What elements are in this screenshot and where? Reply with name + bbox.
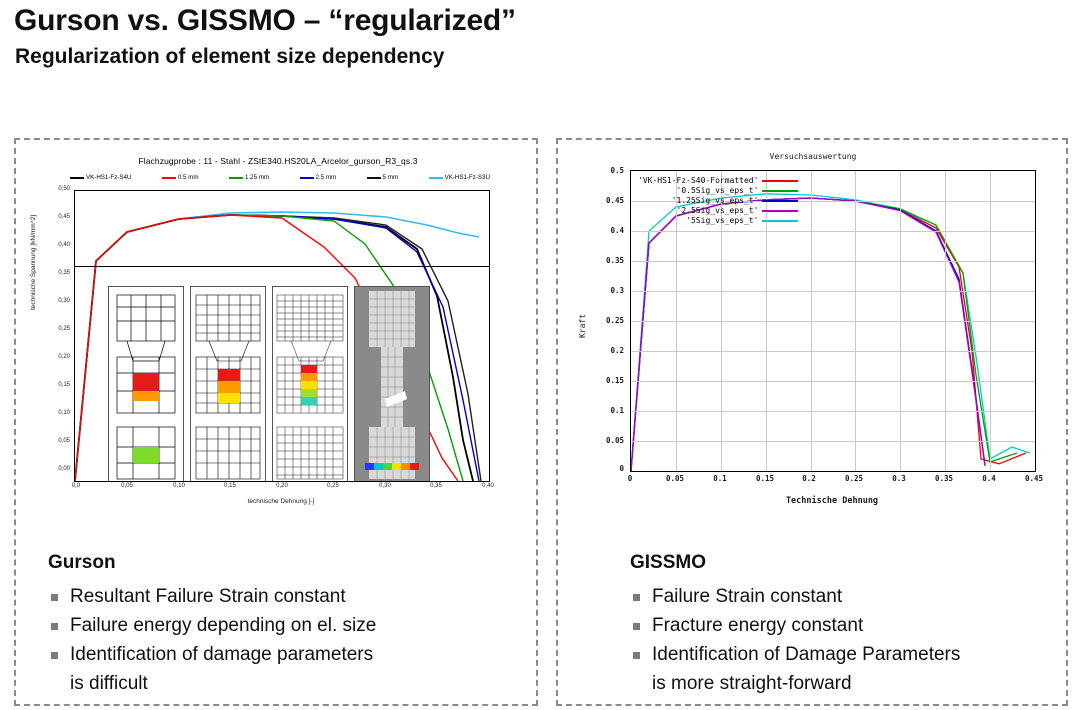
legend-item (638, 196, 798, 206)
y-tick-label: 0,45 (58, 214, 70, 220)
list-item-continuation: is difficult (70, 673, 148, 694)
list-item-continuation: is more straight-forward (652, 673, 852, 694)
y-tick-label: 0,00 (58, 466, 70, 472)
y-tick-label: 0.45 (605, 196, 624, 205)
legend-swatch-icon (162, 177, 176, 179)
chart-gurson-title: Flachzugprobe : 11 - Stahl - ZStE340.HS20LA_Arcelor_gurson_R3_qs.3 (138, 156, 418, 166)
y-tick-label: 0,05 (58, 438, 70, 444)
y-tick-label: 0.15 (605, 376, 624, 385)
list-item: Identification of Damage Parameters (630, 640, 1060, 669)
legend-item (638, 176, 798, 186)
y-tick-label: 0,35 (58, 270, 70, 276)
legend-label: VK-HS1-Fz-S4U (86, 174, 132, 181)
legend-label: '5Sig_vs_eps_t' (686, 216, 759, 225)
chart-gurson (32, 150, 524, 520)
mesh-thumbnail-5mm (354, 286, 430, 482)
gurson-bullet-list (48, 582, 518, 698)
y-tick-label: 0.2 (610, 346, 624, 355)
x-tick-label: 0,25 (327, 483, 339, 489)
y-tick-label: 0,20 (58, 354, 70, 360)
legend-item (638, 206, 798, 216)
gissmo-heading: GISSMO (630, 552, 707, 573)
y-tick-label: 0,30 (58, 298, 70, 304)
x-tick-label: 0.2 (802, 474, 816, 483)
legend-item (162, 174, 199, 181)
x-tick-label: 0.3 (892, 474, 906, 483)
legend-label: 'VK-HS1-Fz-S40-Formatted' (638, 176, 759, 185)
panel-gurson (14, 138, 538, 706)
y-tick-label: 0.35 (605, 256, 624, 265)
x-tick-label: 0 (627, 474, 633, 483)
legend-item (367, 174, 398, 181)
y-tick-label: 0,40 (58, 242, 70, 248)
legend-swatch-icon (229, 177, 243, 179)
chart-gissmo (572, 148, 1054, 520)
x-tick-label: 0,40 (482, 483, 494, 489)
legend-label: '2.5Sig_vs_eps_t' (676, 206, 759, 215)
y-tick-label: 0.5 (610, 166, 624, 175)
page-subtitle: Regularization of element size dependency (15, 45, 445, 68)
y-tick-label: 0.4 (610, 226, 624, 235)
x-tick-label: 0.05 (665, 474, 685, 483)
legend-swatch-icon (300, 177, 314, 179)
y-tick-label: 0,15 (58, 382, 70, 388)
page-title: Gurson vs. GISSMO – “regularized” (14, 4, 516, 37)
chart-gurson-plot (74, 190, 490, 482)
list-item: Failure Strain constant (630, 582, 1060, 611)
legend-swatch-icon (762, 210, 798, 212)
legend-item (70, 174, 131, 181)
legend-swatch-icon (367, 177, 381, 179)
legend-item (638, 186, 798, 196)
gridline (75, 266, 489, 267)
x-tick-label: 0,15 (224, 483, 236, 489)
x-tick-label: 0,0 (71, 483, 81, 489)
x-axis-label: technische Dehnung [-] (247, 498, 315, 505)
legend-swatch-icon (70, 177, 84, 179)
x-tick-label: 0.35 (934, 474, 954, 483)
y-tick-label: 0,25 (58, 326, 70, 332)
chart-gissmo-title: Versuchsauswertung (769, 152, 857, 161)
legend-label: 1.25 mm (244, 174, 270, 181)
legend-swatch-icon (762, 190, 798, 192)
x-tick-label: 0,10 (173, 483, 185, 489)
y-tick-label: 0,10 (58, 410, 70, 416)
legend-label: 5 mm (382, 174, 399, 181)
mesh-thumbnails (108, 286, 468, 482)
legend-swatch-icon (429, 177, 443, 179)
legend-item (638, 216, 798, 226)
y-axis-label: technische Spannung [kN/mm^2] (30, 214, 37, 310)
y-tick-label: 0 (619, 464, 624, 473)
x-tick-label: 0.15 (755, 474, 775, 483)
panel-gissmo (556, 138, 1068, 706)
legend-swatch-icon (762, 220, 798, 222)
y-axis-label: Kraft (578, 313, 587, 338)
x-tick-label: 0.1 (713, 474, 727, 483)
legend-label: 2.5 mm (315, 174, 337, 181)
x-tick-label: 0.45 (1024, 474, 1044, 483)
x-axis-label: Technische Dehnung (785, 496, 879, 506)
legend-item (300, 174, 337, 181)
legend-label: '0.5Sig_vs_eps_t' (676, 186, 759, 195)
legend-item (229, 174, 269, 181)
gurson-heading: Gurson (48, 552, 116, 573)
list-item: Identification of damage parameters (48, 640, 518, 669)
mesh-thumbnail-1p25mm (190, 286, 266, 482)
y-tick-label: 0.05 (605, 436, 624, 445)
mesh-thumbnail-2p5mm (272, 286, 348, 482)
x-tick-label: 0,20 (276, 483, 288, 489)
y-tick-label: 0.25 (605, 316, 624, 325)
y-tick-label: 0.3 (610, 286, 624, 295)
x-tick-label: 0.4 (982, 474, 996, 483)
x-tick-label: 0.25 (844, 474, 864, 483)
list-item: Failure energy depending on el. size (48, 611, 518, 640)
x-tick-label: 0,30 (379, 483, 391, 489)
chart-gurson-legend (70, 174, 490, 181)
legend-label: '1.25Sig_vs_eps_t' (671, 196, 759, 205)
legend-item (429, 174, 490, 181)
y-tick-label: 0.1 (610, 406, 624, 415)
gissmo-bullet-list (630, 582, 1060, 698)
x-tick-label: 0,05 (121, 483, 133, 489)
list-item: Resultant Failure Strain constant (48, 582, 518, 611)
legend-swatch-icon (762, 180, 798, 182)
legend-label: VK-HS1-Fz-S3U (444, 174, 490, 181)
x-tick-label: 0,35 (430, 483, 442, 489)
y-tick-label: 0,50 (58, 186, 70, 192)
mesh-thumbnail-0p5mm (108, 286, 184, 482)
list-item: Fracture energy constant (630, 611, 1060, 640)
legend-swatch-icon (762, 200, 798, 202)
chart-gissmo-legend (638, 176, 798, 226)
legend-label: 0.5 mm (177, 174, 199, 181)
